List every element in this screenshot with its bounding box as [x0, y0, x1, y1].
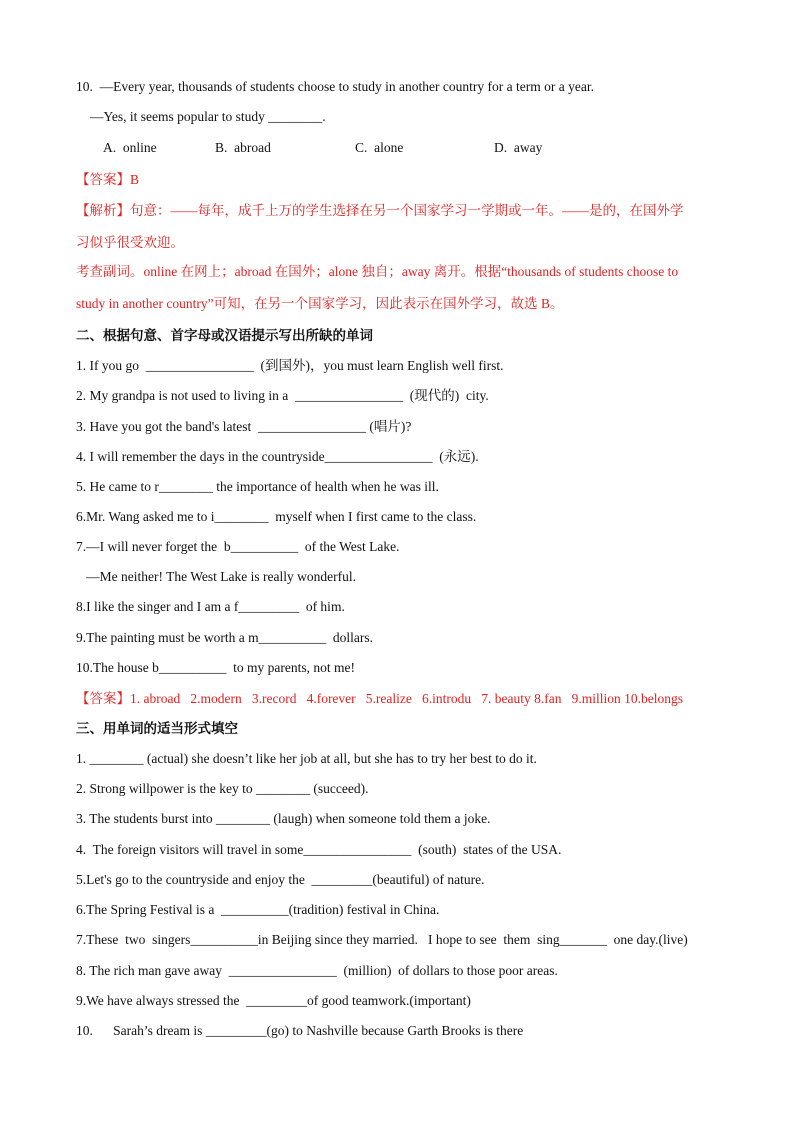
section-3-heading: 三、用单词的适当形式填空	[76, 721, 238, 736]
q10-reply-line: —Yes, it seems popular to study ________.	[90, 109, 326, 124]
section-2-item: 5. He came to r________ the importance of health when he was ill.	[76, 479, 439, 494]
q10-option-b: B. abroad	[215, 140, 271, 155]
q10-analysis-line-4: study in another country”可知，在另一个国家学习，因此表示在国外学习，故选 B。	[76, 296, 564, 311]
section-3-item: 9.We have always stressed the _________of good teamwork.(important)	[76, 993, 471, 1008]
section-2-item: 4. I will remember the days in the countryside________________ (永远).	[76, 449, 479, 464]
section-3-item: 10. Sarah’s dream is _________(go) to Nashville because Garth Brooks is there	[76, 1023, 524, 1038]
section-2-answer: 【答案】1. abroad 2.modern 3.record 4.forever 5.realize 6.introdu 7. beauty 8.fan 9.million 10.belongs	[76, 691, 683, 706]
section-2-heading: 二、根据句意、首字母或汉语提示写出所缺的单词	[76, 328, 373, 343]
section-2-item: 7.—I will never forget the b__________ of the West Lake.	[76, 539, 400, 554]
section-3-item: 4. The foreign visitors will travel in some________________ (south) states of the USA.	[76, 842, 562, 857]
section-2-item: 10.The house b__________ to my parents, not me!	[76, 660, 355, 675]
q10-analysis-line-1: 【解析】句意：——每年，成千上万的学生选择在另一个国家学习一学期或一年。——是的，在国外学	[76, 203, 684, 218]
section-2-item: 9.The painting must be worth a m__________ dollars.	[76, 630, 373, 645]
section-3-item: 3. The students burst into ________ (laugh) when someone told them a joke.	[76, 811, 491, 826]
q10-analysis-line-2: 习似乎很受欢迎。	[76, 235, 184, 250]
section-3-item: 1. ________ (actual) she doesn’t like her job at all, but she has to try her best to do it.	[76, 751, 537, 766]
section-2-item: 6.Mr. Wang asked me to i________ myself when I first came to the class.	[76, 509, 477, 524]
q10-option-a: A. online	[103, 140, 157, 155]
section-2-item: 8.I like the singer and I am a f_________ of him.	[76, 599, 345, 614]
section-3-item: 7.These two singers__________in Beijing since they married. I hope to see them sing_______ one day.(live)	[76, 932, 688, 947]
q10-analysis-line-3: 考查副词。online 在网上；abroad 在国外；alone 独自；away 离开。根据“thousands of students choose to	[76, 264, 679, 279]
section-3-item: 8. The rich man gave away ________________ (million) of dollars to those poor areas.	[76, 963, 558, 978]
section-2-item: 3. Have you got the band's latest ________________ (唱片)?	[76, 419, 412, 434]
section-2-item: 2. My grandpa is not used to living in a ________________ (现代的) city.	[76, 388, 489, 403]
q10-option-d: D. away	[494, 140, 543, 155]
q10-option-c: C. alone	[355, 140, 404, 155]
q10-answer: 【答案】B	[76, 172, 140, 187]
section-2-item: —Me neither! The West Lake is really wonderful.	[76, 569, 356, 584]
section-3-item: 5.Let's go to the countryside and enjoy the _________(beautiful) of nature.	[76, 872, 485, 887]
section-2-item: 1. If you go ________________ (到国外)，you must learn English well first.	[76, 358, 504, 373]
section-3-item: 6.The Spring Festival is a __________(tradition) festival in China.	[76, 902, 440, 917]
section-3-item: 2. Strong willpower is the key to ________ (succeed).	[76, 781, 369, 796]
q10-question-line: 10. —Every year, thousands of students choose to study in another country for a term or a year.	[76, 79, 594, 94]
